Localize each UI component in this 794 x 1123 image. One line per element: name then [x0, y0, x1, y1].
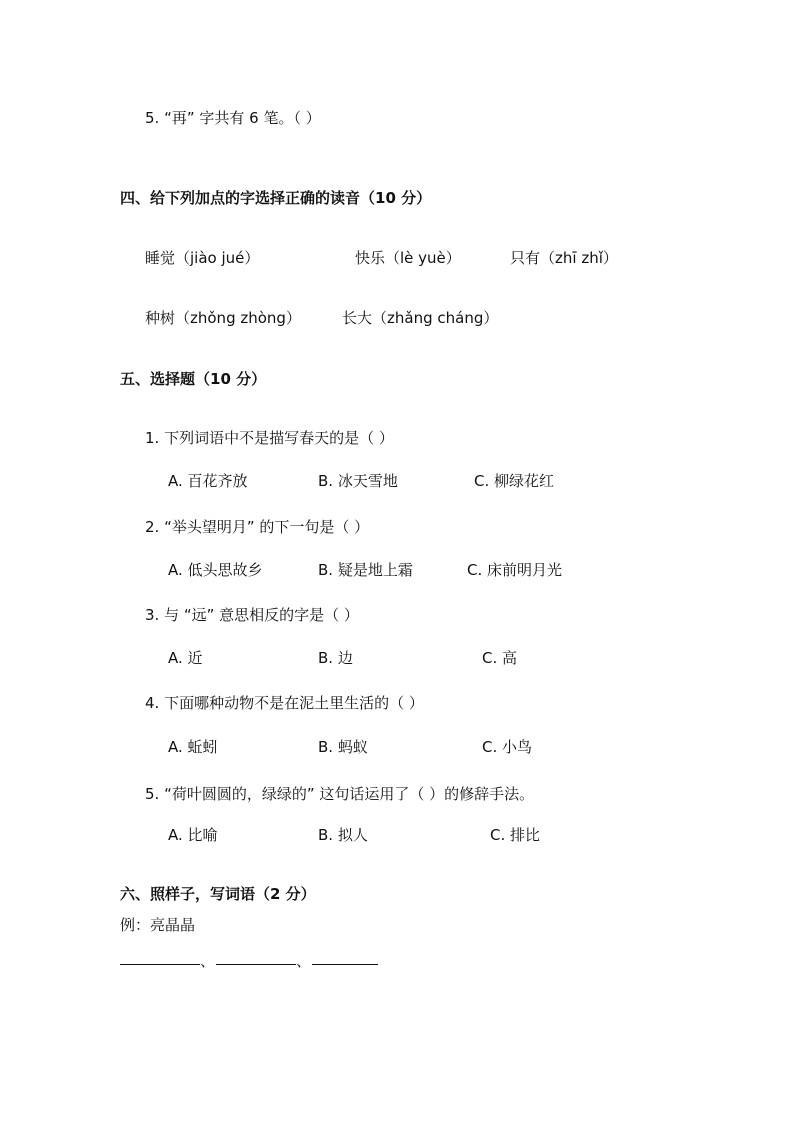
example-text: 例：亮晶晶 — [120, 916, 196, 934]
question-stem: 3. 与 “远” 意思相反的字是（ ） — [145, 606, 359, 624]
choice-option: C. 柳绿花红 — [474, 472, 555, 490]
question-stem: 5. “荷叶圆圆的，绿绿的” 这句话运用了（ ）的修辞手法。 — [145, 785, 535, 803]
pinyin-item: 长大（zhǎng cháng） — [342, 309, 499, 327]
choice-option: C. 小鸟 — [482, 738, 533, 756]
choice-option: A. 百花齐放 — [168, 472, 248, 490]
choice-option: C. 床前明月光 — [467, 561, 563, 579]
section-title-pronunciation: 四、给下列加点的字选择正确的读音（10 分） — [120, 189, 432, 207]
choice-option: B. 冰天雪地 — [318, 472, 398, 490]
choice-option: B. 边 — [318, 649, 353, 667]
question-stem: 2. “举头望明月” 的下一句是（ ） — [145, 518, 370, 536]
blank-separator: 、 — [200, 952, 216, 970]
answer-blank[interactable] — [120, 964, 200, 965]
question-stem: 1. 下列词语中不是描写春天的是（ ） — [145, 429, 394, 447]
choice-option: A. 比喻 — [168, 826, 218, 844]
choice-option: A. 近 — [168, 649, 203, 667]
choice-option: B. 拟人 — [318, 826, 368, 844]
pinyin-item: 种树（zhǒng zhòng） — [145, 309, 301, 327]
answer-blank[interactable] — [312, 964, 378, 965]
section-title-word-pattern: 六、照样子，写词语（2 分） — [120, 885, 316, 903]
pinyin-item: 快乐（lè yuè） — [355, 249, 461, 267]
choice-option: A. 蚯蚓 — [168, 738, 218, 756]
choice-option: C. 高 — [482, 649, 518, 667]
pinyin-item: 睡觉（jiào jué） — [145, 249, 260, 267]
blank-separator: 、 — [296, 952, 312, 970]
choice-option: B. 蚂蚁 — [318, 738, 368, 756]
pinyin-item: 只有（zhī zhǐ） — [510, 249, 618, 267]
choice-option: B. 疑是地上霜 — [318, 561, 413, 579]
section-title-choice: 五、选择题（10 分） — [120, 370, 267, 388]
question-item-5: 5. “再” 字共有 6 笔。（ ） — [145, 109, 321, 127]
choice-option: C. 排比 — [490, 826, 541, 844]
choice-option: A. 低头思故乡 — [168, 561, 263, 579]
question-stem: 4. 下面哪种动物不是在泥土里生活的（ ） — [145, 694, 424, 712]
answer-blank[interactable] — [216, 964, 296, 965]
